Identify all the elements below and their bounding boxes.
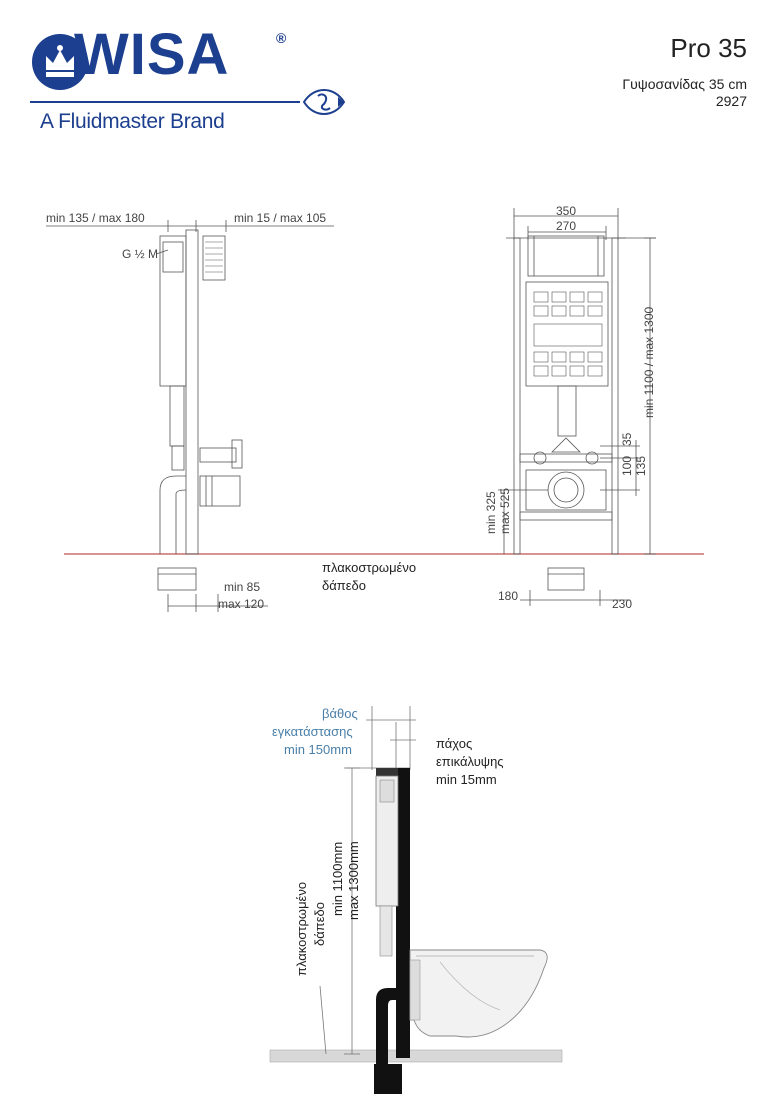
cover-thickness-line2: επικάλυψης	[436, 754, 504, 769]
cover-thickness-line3: min 15mm	[436, 772, 497, 787]
install-depth-line1: βάθος	[322, 706, 358, 721]
front-offset-right: 230	[612, 597, 633, 611]
floor-label-line2: δάπεδο	[322, 578, 366, 593]
model-code: 2927	[715, 93, 747, 109]
valve-thread-label: G ½ M	[122, 247, 159, 261]
front-height-label: min 1100 / max 1300	[642, 306, 656, 418]
install-floor-line1: πλακοστρωμένο	[294, 881, 309, 976]
drain-min-label: min 85	[224, 580, 261, 594]
front-dim-35: 35	[620, 432, 634, 446]
front-width-outer: 350	[556, 204, 577, 218]
model-title: Pro 35	[670, 33, 747, 63]
outlet-max-label: max 525	[498, 487, 512, 534]
logo-text: WISA	[74, 22, 230, 87]
install-height-min: min 1100mm	[330, 841, 345, 916]
front-view-frame	[498, 208, 656, 606]
side-view-frame	[46, 220, 334, 612]
install-height-max: max 1300mm	[346, 841, 361, 920]
front-dim-135: 135	[634, 455, 648, 476]
install-depth-line2: εγκατάστασης	[272, 724, 353, 739]
install-depth-line3: min 150mm	[284, 742, 352, 757]
outlet-min-label: min 325	[484, 491, 498, 534]
drain-max-label: max 120	[218, 597, 265, 611]
side-cover-label: min 15 / max 105	[234, 211, 327, 225]
front-offset-left: 180	[498, 589, 519, 603]
side-depth-label: min 135 / max 180	[46, 211, 145, 225]
brand-tagline: A Fluidmaster Brand	[40, 110, 225, 133]
front-dim-100: 100	[620, 455, 634, 476]
registered-mark: ®	[276, 30, 287, 46]
model-subtitle: Γυψοσανίδας 35 cm	[622, 76, 747, 92]
cover-thickness-line1: πάχος	[436, 736, 473, 751]
floor-label-line1: πλακοστρωμένο	[322, 560, 417, 575]
install-floor-line2: δάπεδο	[312, 902, 327, 946]
front-width-inner: 270	[556, 219, 577, 233]
